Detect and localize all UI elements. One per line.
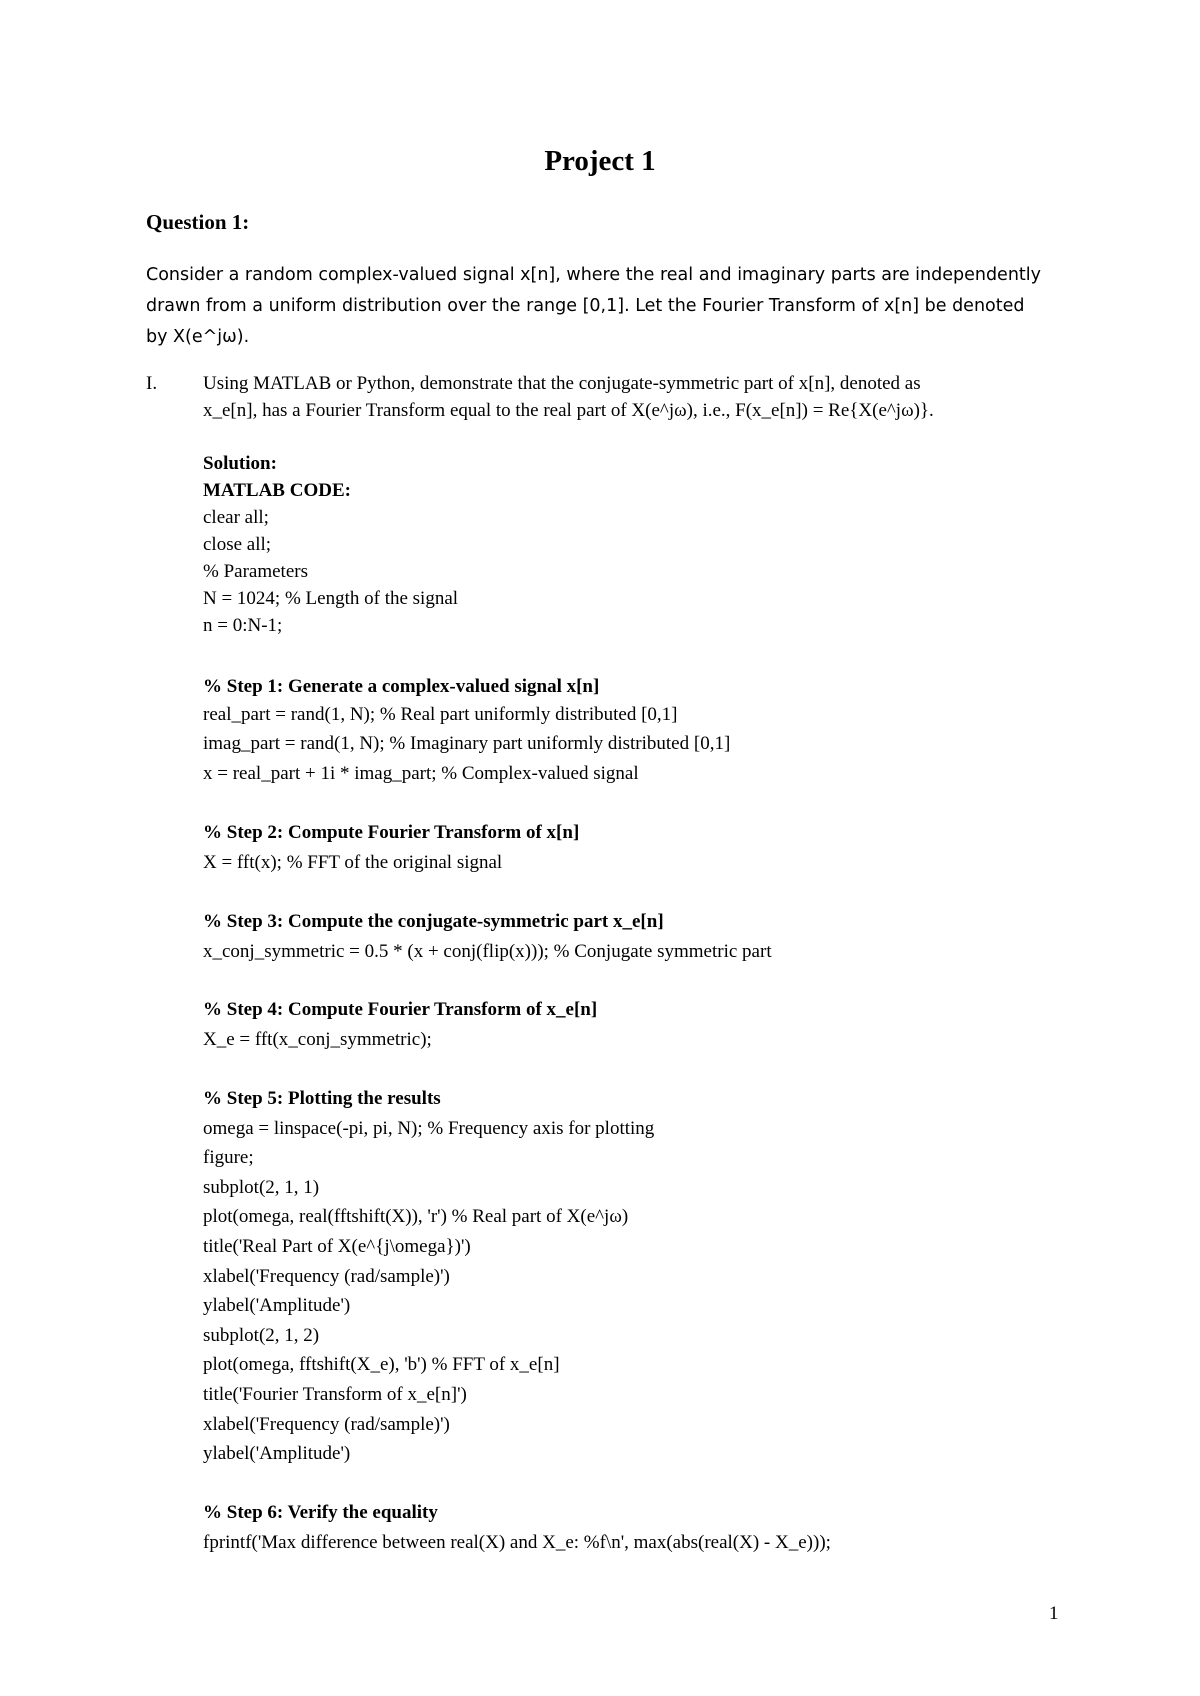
step-heading: % Step 5: Plotting the results [203, 1088, 441, 1109]
intro-paragraph [146, 260, 1066, 353]
code-line: omega = linspace(-pi, pi, N); % Frequency axis for plotting [203, 1118, 655, 1139]
list-item-marker: I. [146, 373, 158, 394]
code-comment: % Parameters [203, 561, 308, 582]
step-heading: % Step 6: Verify the equality [203, 1502, 438, 1523]
list-item-text [203, 370, 1083, 424]
code-line: figure; [203, 1147, 254, 1168]
code-line: ylabel('Amplitude') [203, 1295, 351, 1316]
code-line: close all; [203, 534, 272, 555]
page-number: 1 [1049, 1603, 1059, 1624]
code-line: title('Real Part of X(e^{j\omega})') [203, 1236, 471, 1257]
list-item-line: Using MATLAB or Python, demonstrate that the conjugate-symmetric part of x[n], denoted as [203, 373, 921, 394]
code-line: real_part = rand(1, N); % Real part uniformly distributed [0,1] [203, 704, 678, 725]
code-line: ylabel('Amplitude') [203, 1443, 351, 1464]
code-line: title('Fourier Transform of x_e[n]') [203, 1384, 467, 1405]
page-title: Project 1 [544, 145, 656, 177]
code-line: imag_part = rand(1, N); % Imaginary part uniformly distributed [0,1] [203, 733, 731, 754]
code-label: MATLAB CODE: [203, 480, 351, 501]
code-line: plot(omega, fftshift(X_e), 'b') % FFT of x_e[n] [203, 1354, 560, 1375]
intro-line: Consider a random complex-valued signal x[n], where the real and imaginary parts are independently [146, 265, 1041, 285]
code-line: plot(omega, real(fftshift(X)), 'r') % Real part of X(e^jω) [203, 1206, 629, 1227]
step-heading: % Step 4: Compute Fourier Transform of x_e[n] [203, 999, 598, 1020]
code-line: X_e = fft(x_conj_symmetric); [203, 1029, 432, 1050]
code-line: n = 0:N-1; [203, 615, 283, 636]
code-line: subplot(2, 1, 2) [203, 1325, 320, 1346]
code-line: fprintf('Max difference between real(X) and X_e: %f\n', max(abs(real(X) - X_e))); [203, 1532, 831, 1553]
intro-line: drawn from a uniform distribution over the range [0,1]. Let the Fourier Transform of x[n] be denoted [146, 296, 1025, 316]
code-line: N = 1024; % Length of the signal [203, 588, 459, 609]
code-line: clear all; [203, 507, 269, 528]
code-line: xlabel('Frequency (rad/sample)') [203, 1266, 450, 1287]
step-heading: % Step 3: Compute the conjugate-symmetric part x_e[n] [203, 911, 664, 932]
step-heading: % Step 1: Generate a complex-valued signal x[n] [203, 676, 600, 697]
question-heading: Question 1: [146, 210, 250, 234]
code-line: xlabel('Frequency (rad/sample)') [203, 1414, 450, 1435]
intro-line: by X(e^jω). [146, 327, 250, 347]
code-line: X = fft(x); % FFT of the original signal [203, 852, 503, 873]
code-line: x = real_part + 1i * imag_part; % Complex-valued signal [203, 763, 639, 784]
step-heading: % Step 2: Compute Fourier Transform of x[n] [203, 822, 580, 843]
code-line: x_conj_symmetric = 0.5 * (x + conj(flip(x))); % Conjugate symmetric part [203, 941, 772, 962]
list-item-line: x_e[n], has a Fourier Transform equal to the real part of X(e^jω), i.e., F(x_e[n]) = Re{X(e^jω)}. [203, 400, 934, 421]
solution-label: Solution: [203, 453, 277, 474]
code-line: subplot(2, 1, 1) [203, 1177, 320, 1198]
